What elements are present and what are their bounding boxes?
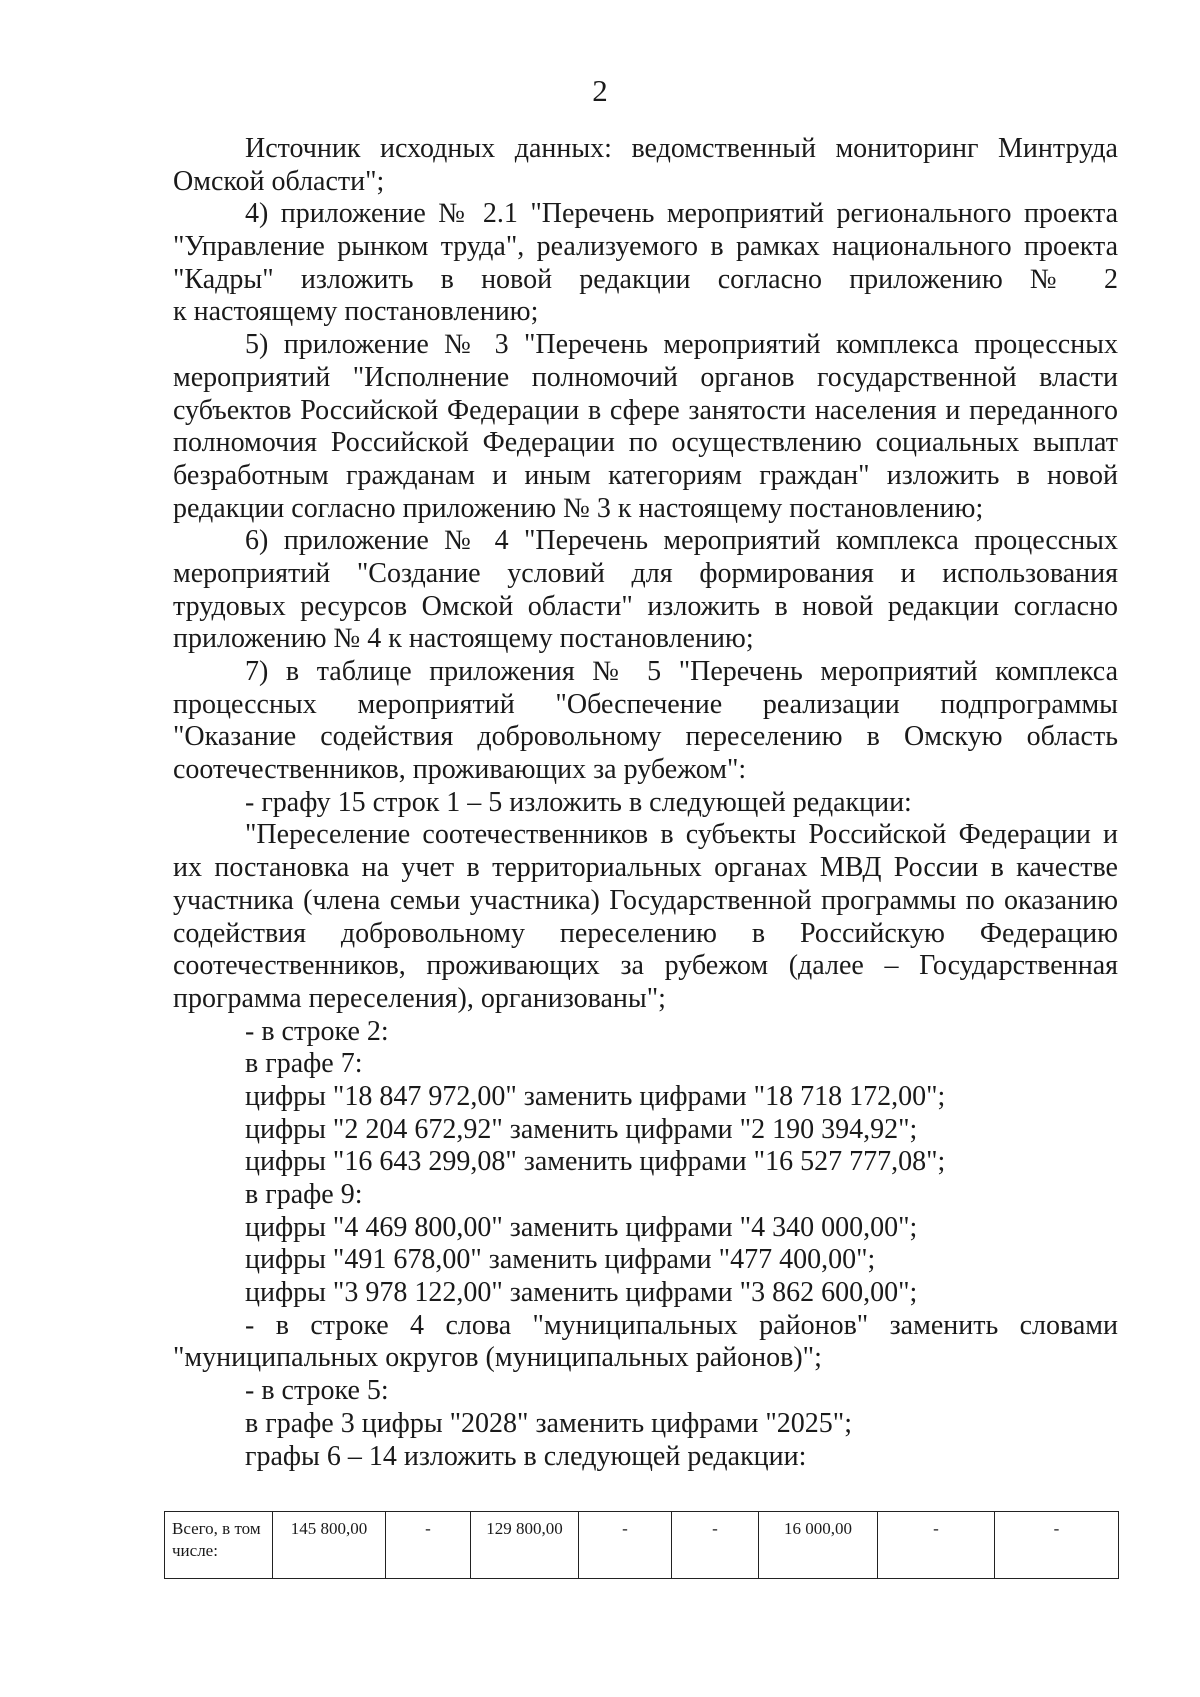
text-line: 4) приложение № 2.1 "Перечень мероприятий регионального проекта (245, 198, 1118, 230)
text-line: к настоящему постановлению; (173, 296, 539, 328)
table-row (165, 1512, 1119, 1579)
text-line: - графу 15 строк 1 – 5 изложить в следующей редакции: (245, 786, 912, 818)
text-line: в графе 3 цифры "2028" заменить цифрами "2025"; (245, 1407, 852, 1439)
text-line: их постановка на учет в территориальных органах МВД России в качестве (173, 852, 1118, 884)
row-label-cell: Всего, в том числе: (165, 1512, 273, 1579)
table-cell: 145 800,00 (273, 1512, 386, 1579)
text-line: 6) приложение № 4 "Перечень мероприятий комплекса процессных (245, 525, 1118, 557)
table-cell: 16 000,00 (759, 1512, 878, 1579)
text-line: цифры "18 847 972,00" заменить цифрами "18 718 172,00"; (245, 1080, 946, 1112)
text-line: 5) приложение № 3 "Перечень мероприятий комплекса процессных (245, 329, 1118, 361)
text-line: "муниципальных округов (муниципальных районов)"; (173, 1342, 822, 1374)
text-line: "Переселение соотечественников в субъекты Российской Федерации и (245, 819, 1118, 851)
text-line: в графе 9: (245, 1179, 363, 1210)
text-line: трудовых ресурсов Омской области" изложить в новой редакции согласно (173, 590, 1118, 622)
text-line: цифры "2 204 672,92" заменить цифрами "2 190 394,92"; (245, 1113, 918, 1145)
text-line: участника (члена семьи участника) Государственной программы по оказанию (173, 884, 1118, 916)
text-line: "Управление рынком труда", реализуемого в рамках национального проекта (173, 231, 1118, 263)
document-body (173, 133, 1118, 1473)
text-line: "Кадры" изложить в новой редакции согласно приложению № 2 (173, 263, 1118, 295)
text-line: в графе 7: (245, 1048, 363, 1080)
text-line: 7) в таблице приложения № 5 "Перечень мероприятий комплекса (245, 656, 1118, 687)
text-line: цифры "16 643 299,08" заменить цифрами "16 527 777,08"; (245, 1146, 946, 1178)
text-line: - в строке 2: (245, 1015, 389, 1047)
text-line: цифры "491 678,00" заменить цифрами "477 400,00"; (245, 1244, 876, 1276)
text-line: соотечественников, проживающих за рубежом (далее – Государственная (173, 950, 1118, 982)
text-line: мероприятий "Исполнение полномочий органов государственной власти (173, 361, 1118, 393)
text-line: процессных мероприятий "Обеспечение реализации подпрограммы (173, 688, 1118, 720)
table-cell: - (386, 1512, 471, 1579)
text-line: "Оказание содействия добровольному переселению в Омскую область (173, 721, 1118, 753)
text-line: цифры "4 469 800,00" заменить цифрами "4 340 000,00"; (245, 1211, 918, 1243)
text-line: субъектов Российской Федерации в сфере занятости населения и переданного (173, 394, 1118, 426)
text-line: редакции согласно приложению № 3 к настоящему постановлению; (173, 492, 984, 524)
text-line: содействия добровольному переселению в Российскую Федерацию (173, 917, 1118, 949)
text-line: - в строке 4 слова "муниципальных районов" заменить словами (245, 1309, 1118, 1341)
text-line: приложению № 4 к настоящему постановлению; (173, 623, 754, 655)
table-cell: - (878, 1512, 995, 1579)
text-line: полномочия Российской Федерации по осуществлению социальных выплат (173, 427, 1118, 459)
text-line: программа переселения), организованы"; (173, 982, 666, 1014)
text-line: Источник исходных данных: ведомственный мониторинг Минтруда (245, 133, 1118, 164)
text-line: Омской области"; (173, 165, 385, 197)
budget-table (164, 1511, 1119, 1579)
text-line: соотечественников, проживающих за рубежом": (173, 754, 747, 786)
page-number: 2 (592, 73, 608, 108)
text-line: - в строке 5: (245, 1375, 389, 1407)
text-line: графы 6 – 14 изложить в следующей редакции: (245, 1440, 807, 1472)
text-line: безработным гражданам и иным категориям граждан" изложить в новой (173, 459, 1118, 491)
text-line: цифры "3 978 122,00" заменить цифрами "3 862 600,00"; (245, 1277, 918, 1309)
table-cell: - (995, 1512, 1119, 1579)
table-cell: 129 800,00 (471, 1512, 579, 1579)
text-line: мероприятий "Создание условий для формирования и использования (173, 557, 1118, 589)
table-cell: - (579, 1512, 672, 1579)
table-cell: - (672, 1512, 759, 1579)
